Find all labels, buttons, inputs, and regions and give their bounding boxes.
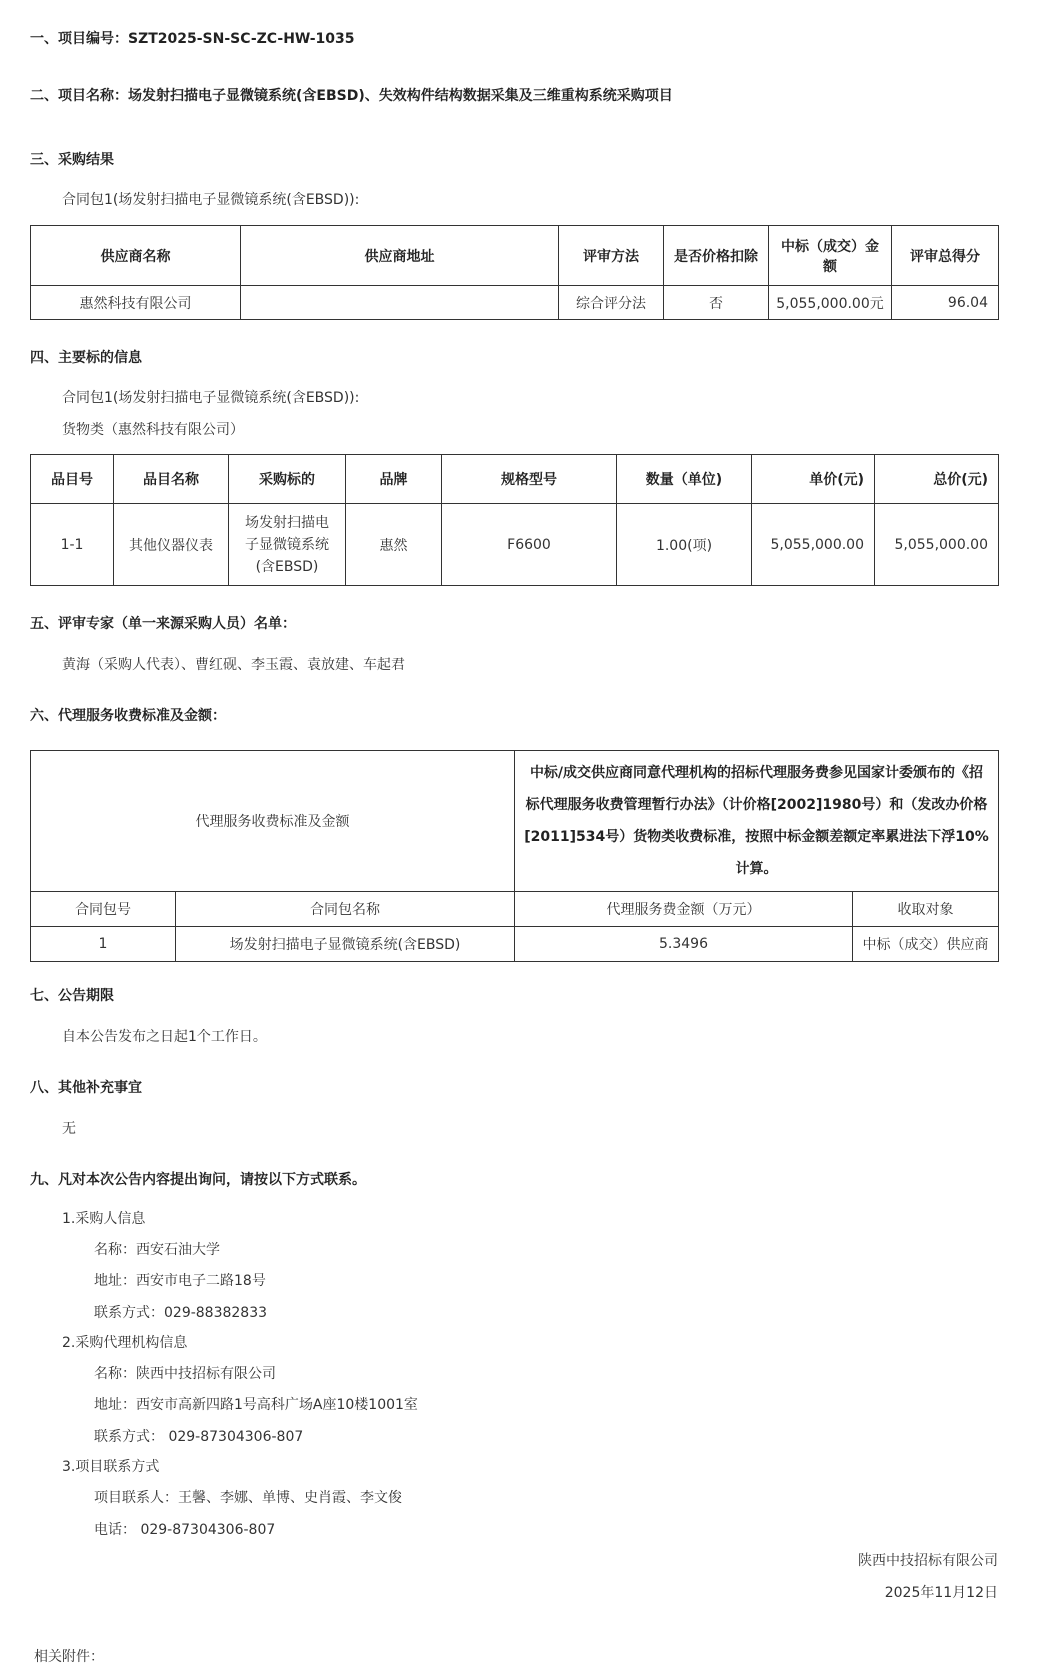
award-amount-cell: 5,055,000.00元 bbox=[769, 286, 892, 320]
total-price-cell: 5,055,000.00 bbox=[875, 504, 999, 586]
col-fee-payer: 收取对象 bbox=[853, 892, 999, 927]
items-package-line: 合同包1(场发射扫描电子显微镜系统(含EBSD)): bbox=[62, 390, 360, 406]
review-method-cell: 综合评分法 bbox=[559, 286, 664, 320]
experts-list: 黄海（采购人代表）、曹红砚、李玉霞、袁放建、车起君 bbox=[62, 657, 405, 673]
project-number-value: SZT2025-SN-SC-ZC-HW-1035 bbox=[128, 31, 355, 47]
agency-address: 地址：西安市高新四路1号高科广场A座10楼1001室 bbox=[94, 1397, 418, 1413]
procurement-result-heading: 三、采购结果 bbox=[30, 152, 114, 168]
agency-fee-heading: 六、代理服务收费标准及金额： bbox=[30, 708, 226, 724]
signature-org: 陕西中技招标有限公司 bbox=[858, 1553, 998, 1569]
supplier-address-cell bbox=[241, 286, 559, 320]
notice-period-heading: 七、公告期限 bbox=[30, 988, 114, 1004]
fee-table-header bbox=[31, 892, 999, 927]
table-row bbox=[31, 504, 999, 586]
main-items-heading: 四、主要标的信息 bbox=[30, 350, 142, 366]
supplier-name-cell: 惠然科技有限公司 bbox=[31, 286, 241, 320]
item-name-cell: 其他仪器仪表 bbox=[114, 504, 229, 586]
project-contact-people: 项目联系人：王馨、李娜、单博、史肖霞、李文俊 bbox=[94, 1490, 402, 1506]
col-award-amount: 中标（成交）金额 bbox=[769, 226, 892, 286]
fee-amount-cell: 5.3496 bbox=[515, 927, 853, 962]
agency-name: 名称：陕西中技招标有限公司 bbox=[94, 1366, 276, 1382]
fee-standard-label: 代理服务收费标准及金额 bbox=[31, 751, 515, 892]
project-contact-phone: 电话： 029-87304306-807 bbox=[94, 1522, 276, 1538]
experts-heading: 五、评审专家（单一来源采购人员）名单： bbox=[30, 616, 296, 632]
fee-payer-cell: 中标（成交）供应商 bbox=[853, 927, 999, 962]
other-matters-heading: 八、其他补充事宜 bbox=[30, 1080, 142, 1096]
col-total-price: 总价(元) bbox=[875, 455, 999, 504]
quantity-cell: 1.00(项) bbox=[617, 504, 752, 586]
col-unit-price: 单价(元) bbox=[752, 455, 875, 504]
project-name-value: 场发射扫描电子显微镜系统(含EBSD)、失效构件结构数据采集及三维重构系统采购项目 bbox=[128, 88, 673, 104]
agency-fee-table bbox=[30, 750, 999, 962]
buyer-address: 地址：西安市电子二路18号 bbox=[94, 1273, 266, 1289]
agency-info-title: 2.采购代理机构信息 bbox=[62, 1335, 188, 1351]
table-row bbox=[31, 927, 999, 962]
buyer-info-title: 1.采购人信息 bbox=[62, 1211, 146, 1227]
items-table bbox=[30, 454, 999, 586]
col-price-deduction: 是否价格扣除 bbox=[664, 226, 769, 286]
contact-heading: 九、凡对本次公告内容提出询问，请按以下方式联系。 bbox=[30, 1172, 366, 1188]
fee-standard-row bbox=[31, 751, 999, 892]
buyer-name: 名称：西安石油大学 bbox=[94, 1242, 220, 1258]
package-name-cell: 场发射扫描电子显微镜系统(含EBSD) bbox=[176, 927, 515, 962]
col-model: 规格型号 bbox=[442, 455, 617, 504]
result-package-line: 合同包1(场发射扫描电子显微镜系统(含EBSD)): bbox=[62, 192, 360, 208]
col-item-no: 品目号 bbox=[31, 455, 114, 504]
col-package-no: 合同包号 bbox=[31, 892, 176, 927]
col-quantity: 数量（单位) bbox=[617, 455, 752, 504]
fee-standard-text: 中标/成交供应商同意代理机构的招标代理服务费参见国家计委颁布的《招标代理服务收费管理暂行办法》（计价格[2002]1980号）和（发改办价格[2011]534号）货物类收费标准，按照中标金额差额定率累进法下浮10%计算。 bbox=[515, 751, 999, 892]
project-number-label: 一、项目编号： bbox=[30, 31, 128, 47]
package-no-cell: 1 bbox=[31, 927, 176, 962]
project-name-label: 二、项目名称： bbox=[30, 88, 128, 104]
unit-price-cell: 5,055,000.00 bbox=[752, 504, 875, 586]
col-fee-amount: 代理服务费金额（万元） bbox=[515, 892, 853, 927]
project-contact-title: 3.项目联系方式 bbox=[62, 1459, 160, 1475]
table-row bbox=[31, 286, 999, 320]
col-supplier-name: 供应商名称 bbox=[31, 226, 241, 286]
total-score-cell: 96.04 bbox=[892, 286, 999, 320]
result-table-header bbox=[31, 226, 999, 286]
attachments-label: 相关附件： bbox=[34, 1649, 104, 1665]
col-item-name: 品目名称 bbox=[114, 455, 229, 504]
model-cell: F6600 bbox=[442, 504, 617, 586]
col-procurement-subject: 采购标的 bbox=[229, 455, 346, 504]
col-review-method: 评审方法 bbox=[559, 226, 664, 286]
col-supplier-address: 供应商地址 bbox=[241, 226, 559, 286]
signature-date: 2025年11月12日 bbox=[884, 1585, 998, 1601]
items-category-line: 货物类（惠然科技有限公司） bbox=[62, 422, 244, 438]
buyer-contact: 联系方式：029-88382833 bbox=[94, 1305, 268, 1321]
items-table-header bbox=[31, 455, 999, 504]
price-deduction-cell: 否 bbox=[664, 286, 769, 320]
result-table bbox=[30, 225, 999, 320]
brand-cell: 惠然 bbox=[346, 504, 442, 586]
col-package-name: 合同包名称 bbox=[176, 892, 515, 927]
project-name-heading bbox=[30, 85, 673, 105]
item-no-cell: 1-1 bbox=[31, 504, 114, 586]
project-number-heading bbox=[30, 28, 355, 48]
col-brand: 品牌 bbox=[346, 455, 442, 504]
notice-period-text: 自本公告发布之日起1个工作日。 bbox=[62, 1029, 267, 1045]
procurement-subject-cell: 场发射扫描电子显微镜系统(含EBSD) bbox=[229, 504, 346, 586]
other-matters-text: 无 bbox=[62, 1121, 76, 1137]
col-total-score: 评审总得分 bbox=[892, 226, 999, 286]
agency-contact: 联系方式： 029-87304306-807 bbox=[94, 1429, 304, 1445]
